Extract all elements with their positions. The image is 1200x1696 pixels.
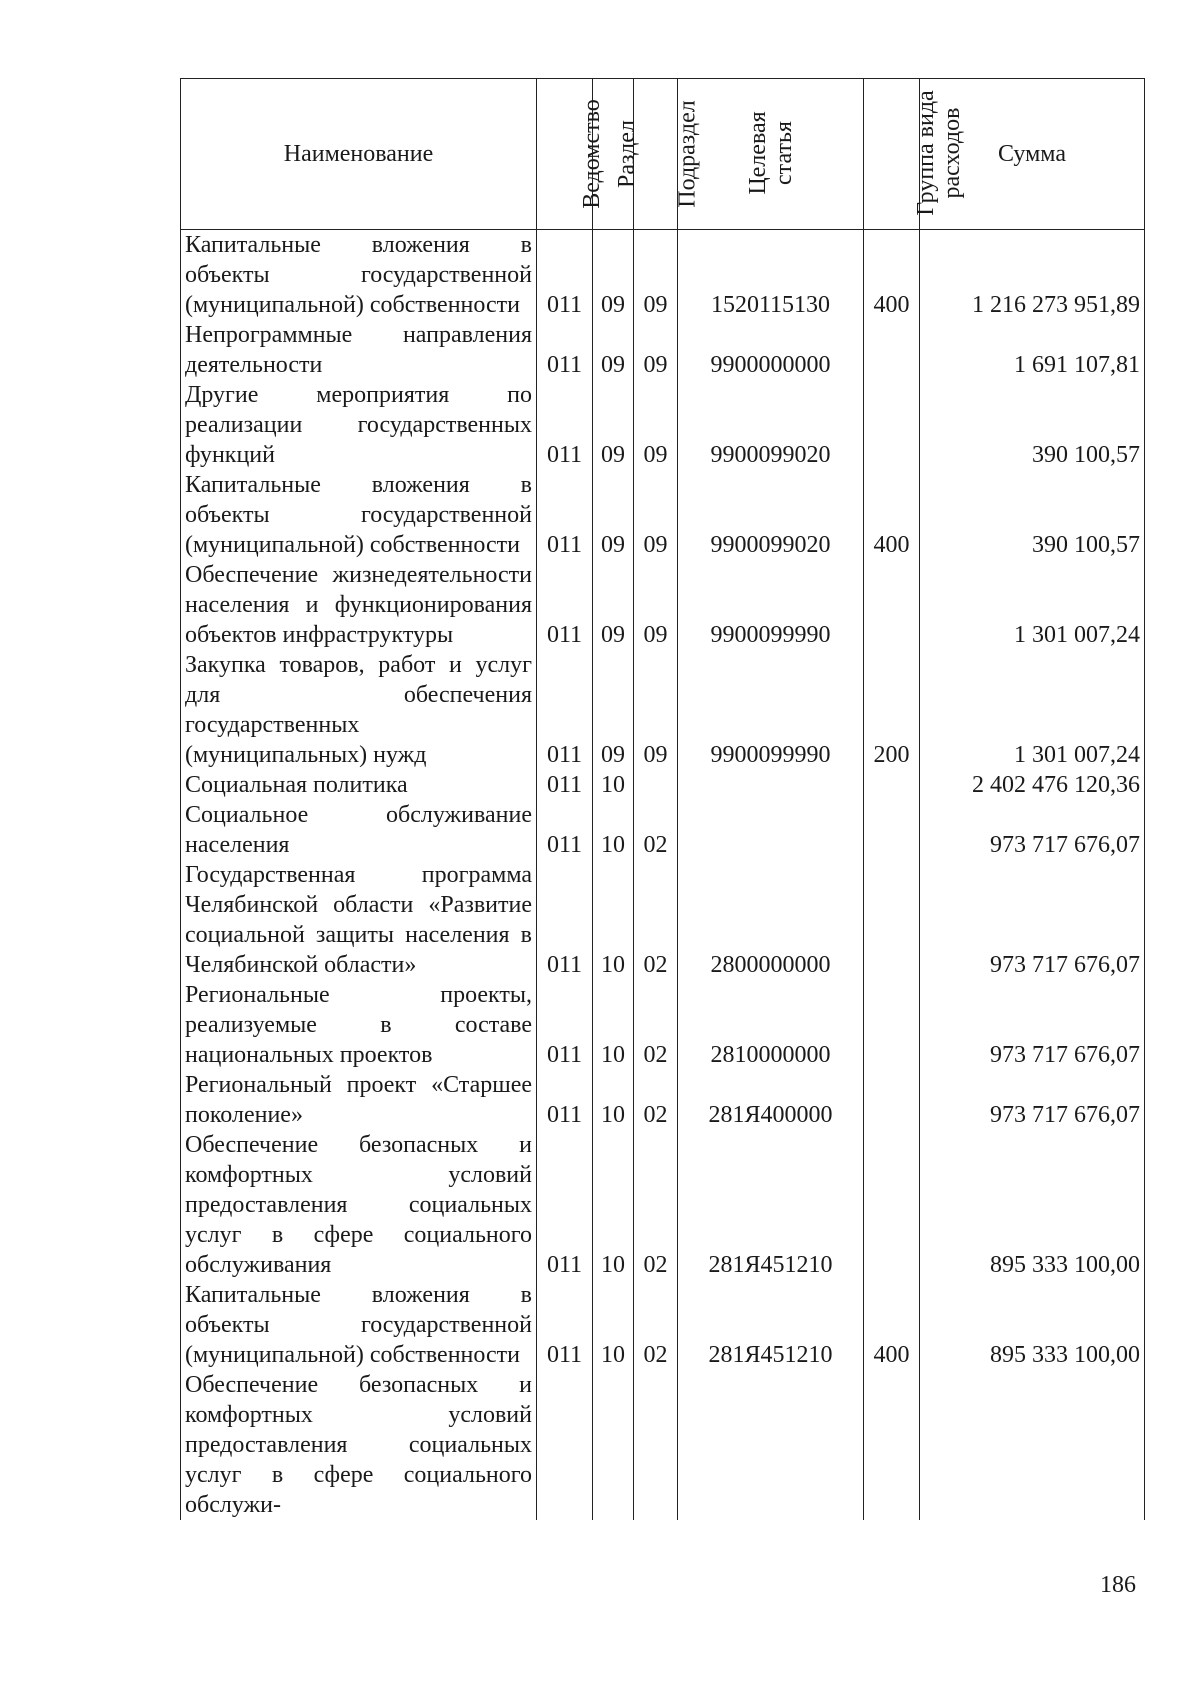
row-statya-cell	[678, 1370, 864, 1520]
row-summa-cell: 1 301 007,24	[920, 560, 1145, 650]
row-podrazdel-cell: 02	[634, 800, 678, 860]
row-statya-cell	[678, 770, 864, 800]
row-name-cell: Обеспечение безопасных и комфортных условий предоставления социальных услуг в сфере социального обслуживания	[181, 1130, 537, 1280]
row-summa-cell: 973 717 676,07	[920, 800, 1145, 860]
row-razdel-cell: 10	[593, 980, 634, 1070]
row-summa-cell: 973 717 676,07	[920, 860, 1145, 980]
row-name-cell: Непрограммные направления деятельности	[181, 320, 537, 380]
row-gruppa-cell	[864, 980, 920, 1070]
table-row	[181, 380, 1145, 470]
table-row	[181, 320, 1145, 380]
row-vedomstvo-cell: 011	[537, 320, 593, 380]
row-name-cell: Другие мероприятия по реализации государственных функций	[181, 380, 537, 470]
table-row	[181, 470, 1145, 560]
page-number: 186	[1100, 1572, 1136, 1598]
row-gruppa-cell	[864, 1370, 920, 1520]
table-row	[181, 800, 1145, 860]
row-podrazdel-cell: 02	[634, 860, 678, 980]
row-razdel-cell: 09	[593, 380, 634, 470]
row-summa-cell: 973 717 676,07	[920, 1070, 1145, 1130]
table-row	[181, 560, 1145, 650]
table-row	[181, 770, 1145, 800]
row-name-cell: Капитальные вложения в объекты государственной (муниципальной) собственности	[181, 1280, 537, 1370]
row-gruppa-cell: 400	[864, 230, 920, 321]
row-summa-cell: 973 717 676,07	[920, 980, 1145, 1070]
row-podrazdel-cell: 09	[634, 650, 678, 770]
header-celevaya-label: Целевая статья	[744, 111, 797, 195]
row-razdel-cell	[593, 1370, 634, 1520]
row-podrazdel-cell: 02	[634, 1130, 678, 1280]
row-vedomstvo-cell: 011	[537, 770, 593, 800]
budget-table	[180, 78, 1145, 1520]
row-vedomstvo-cell: 011	[537, 800, 593, 860]
row-razdel-cell: 10	[593, 770, 634, 800]
row-gruppa-cell	[864, 860, 920, 980]
row-vedomstvo-cell: 011	[537, 380, 593, 470]
header-celevaya	[678, 79, 864, 230]
row-razdel-cell: 10	[593, 860, 634, 980]
row-podrazdel-cell: 02	[634, 1280, 678, 1370]
row-name-cell: Социальная политика	[181, 770, 537, 800]
table-row	[181, 230, 1145, 321]
row-gruppa-cell: 400	[864, 470, 920, 560]
row-summa-cell	[920, 1370, 1145, 1520]
row-razdel-cell: 10	[593, 1130, 634, 1280]
row-podrazdel-cell: 09	[634, 560, 678, 650]
row-statya-cell: 281Я400000	[678, 1070, 864, 1130]
table-row	[181, 1130, 1145, 1280]
row-statya-cell	[678, 800, 864, 860]
row-podrazdel-cell: 02	[634, 980, 678, 1070]
row-summa-cell: 1 691 107,81	[920, 320, 1145, 380]
row-summa-cell: 390 100,57	[920, 470, 1145, 560]
row-vedomstvo-cell: 011	[537, 980, 593, 1070]
table-row	[181, 980, 1145, 1070]
row-vedomstvo-cell: 011	[537, 860, 593, 980]
row-statya-cell: 9900000000	[678, 320, 864, 380]
row-statya-cell: 281Я451210	[678, 1280, 864, 1370]
row-razdel-cell: 09	[593, 650, 634, 770]
row-gruppa-cell	[864, 380, 920, 470]
row-name-cell: Региональные проекты, реализуемые в составе национальных проектов	[181, 980, 537, 1070]
table-body	[181, 230, 1145, 1521]
row-statya-cell: 2810000000	[678, 980, 864, 1070]
row-gruppa-cell: 400	[864, 1280, 920, 1370]
row-podrazdel-cell: 09	[634, 230, 678, 321]
row-vedomstvo-cell: 011	[537, 1130, 593, 1280]
row-gruppa-cell	[864, 800, 920, 860]
row-razdel-cell: 09	[593, 320, 634, 380]
row-statya-cell: 1520115130	[678, 230, 864, 321]
row-summa-cell: 895 333 100,00	[920, 1130, 1145, 1280]
row-podrazdel-cell: 09	[634, 470, 678, 560]
row-gruppa-cell	[864, 320, 920, 380]
row-summa-cell: 1 301 007,24	[920, 650, 1145, 770]
header-razdel-label: Раздел	[613, 120, 640, 188]
table-row	[181, 650, 1145, 770]
table-row	[181, 860, 1145, 980]
row-vedomstvo-cell: 011	[537, 1070, 593, 1130]
table-row	[181, 1070, 1145, 1130]
table-row	[181, 1370, 1145, 1520]
row-name-cell: Обеспечение безопасных и комфортных условий предоставления социальных услуг в сфере социального обслужи-	[181, 1370, 537, 1520]
header-vedomstvo	[537, 79, 605, 230]
row-vedomstvo-cell: 011	[537, 470, 593, 560]
row-razdel-cell: 09	[593, 560, 634, 650]
row-razdel-cell: 09	[593, 470, 634, 560]
row-name-cell: Социальное обслуживание населения	[181, 800, 537, 860]
row-statya-cell: 9900099990	[678, 560, 864, 650]
row-name-cell: Обеспечение жизнедеятельности населения и функционирования объектов инфраструктуры	[181, 560, 537, 650]
header-summa-label: Сумма	[998, 141, 1066, 167]
row-statya-cell: 2800000000	[678, 860, 864, 980]
row-vedomstvo-cell: 011	[537, 650, 593, 770]
row-razdel-cell: 10	[593, 800, 634, 860]
row-gruppa-cell	[864, 1130, 920, 1280]
row-razdel-cell: 10	[593, 1280, 634, 1370]
header-name	[181, 79, 537, 230]
row-vedomstvo-cell: 011	[537, 1280, 593, 1370]
row-gruppa-cell	[864, 1070, 920, 1130]
row-statya-cell: 9900099020	[678, 380, 864, 470]
header-gruppa-label: Группа вида расходов	[913, 90, 965, 216]
row-podrazdel-cell	[634, 770, 678, 800]
row-name-cell: Региональный проект «Старшее поколение»	[181, 1070, 537, 1130]
row-summa-cell: 2 402 476 120,36	[920, 770, 1145, 800]
row-gruppa-cell: 200	[864, 650, 920, 770]
row-vedomstvo-cell	[537, 1370, 593, 1520]
row-summa-cell: 1 216 273 951,89	[920, 230, 1145, 321]
row-name-cell: Капитальные вложения в объекты государственной (муниципальной) собственности	[181, 470, 537, 560]
row-summa-cell: 390 100,57	[920, 380, 1145, 470]
row-statya-cell: 281Я451210	[678, 1130, 864, 1280]
header-vedomstvo-label: Ведомство	[578, 99, 605, 209]
row-name-cell: Капитальные вложения в объекты государственной (муниципальной) собственности	[181, 230, 537, 321]
row-podrazdel-cell: 02	[634, 1070, 678, 1130]
table-header-row	[181, 79, 1145, 230]
table-row	[181, 1280, 1145, 1370]
row-podrazdel-cell	[634, 1370, 678, 1520]
row-name-cell: Закупка товаров, работ и услуг для обеспечения государственных (муниципальных) нужд	[181, 650, 537, 770]
header-podrazdel	[634, 79, 701, 230]
row-podrazdel-cell: 09	[634, 380, 678, 470]
row-razdel-cell: 10	[593, 1070, 634, 1130]
row-statya-cell: 9900099020	[678, 470, 864, 560]
header-name-label: Наименование	[283, 141, 434, 167]
row-podrazdel-cell: 09	[634, 320, 678, 380]
row-summa-cell: 895 333 100,00	[920, 1280, 1145, 1370]
row-vedomstvo-cell: 011	[537, 230, 593, 321]
row-vedomstvo-cell: 011	[537, 560, 593, 650]
row-statya-cell: 9900099990	[678, 650, 864, 770]
row-gruppa-cell	[864, 770, 920, 800]
header-gruppa	[864, 79, 965, 230]
row-gruppa-cell	[864, 560, 920, 650]
header-podrazdel-label: Подраздел	[674, 100, 701, 208]
row-name-cell: Государственная программа Челябинской области «Развитие социальной защиты населения в Челябинской области»	[181, 860, 537, 980]
row-razdel-cell: 09	[593, 230, 634, 321]
